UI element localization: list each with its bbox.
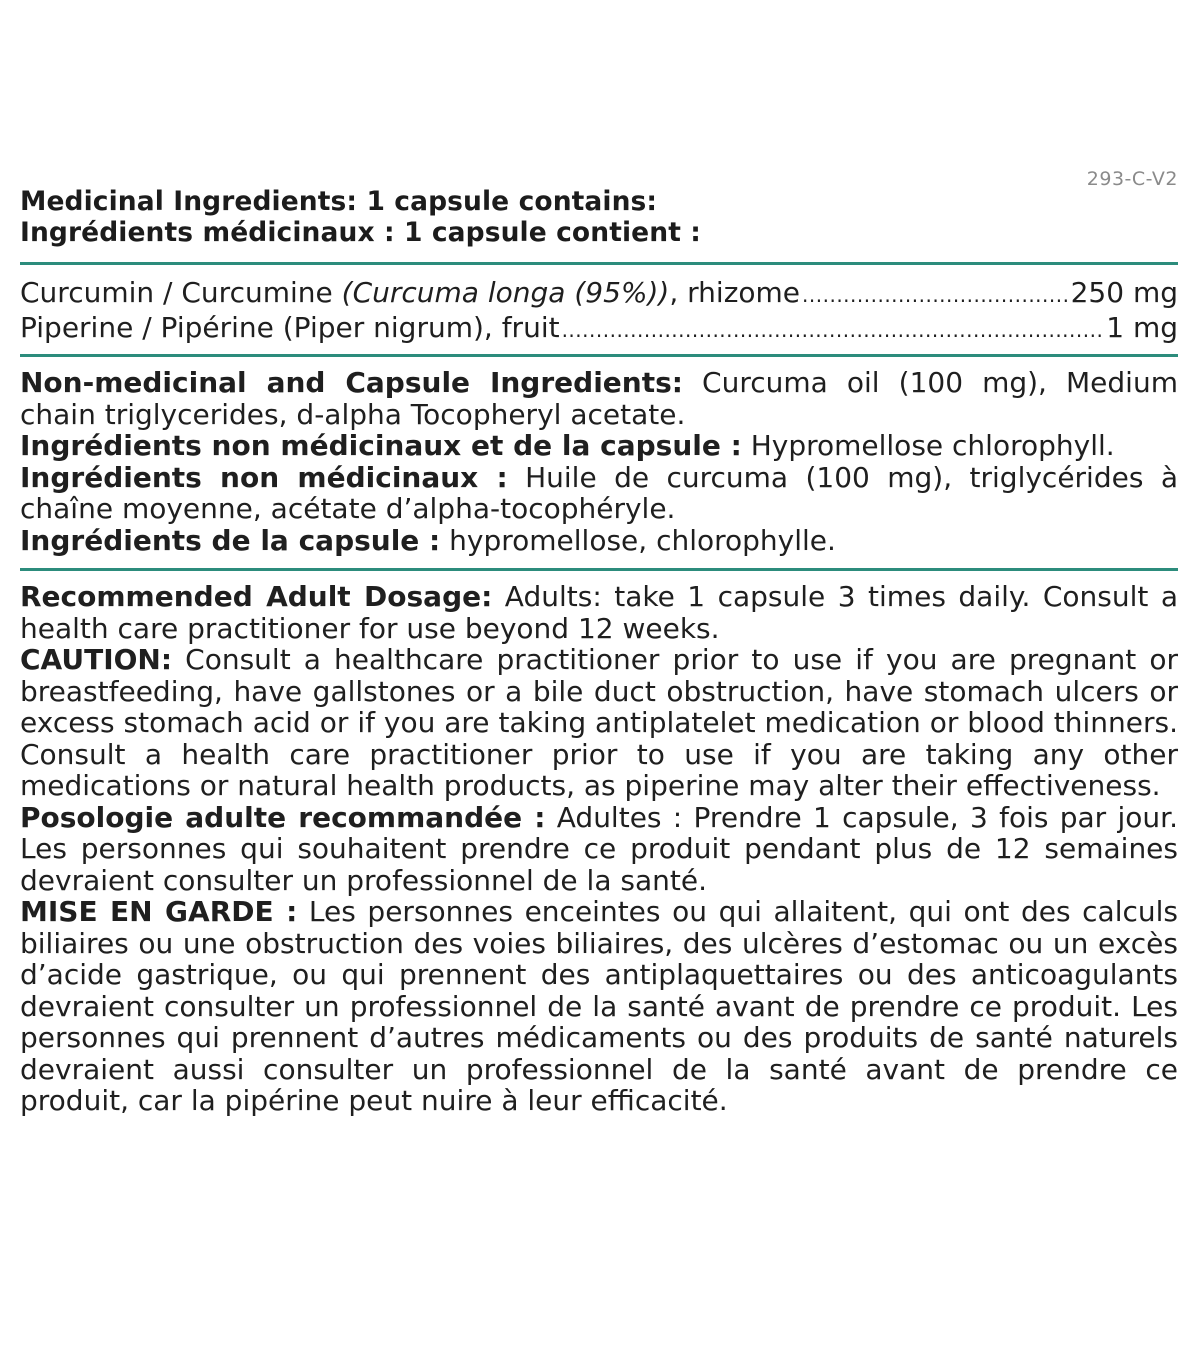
non-medicinal-fr: Ingrédients non médicinaux : Huile de curcuma (100 mg), triglycérides à chaîne moyenne, acétate d’alpha-tocophéryle. bbox=[20, 460, 1178, 525]
medicinal-heading-fr: Ingrédients médicinaux : 1 capsule contient : bbox=[20, 217, 701, 248]
ingredient-name: Curcumin / Curcumine (Curcuma longa (95%)), rhizome bbox=[20, 276, 801, 309]
dosage-fr: Posologie adulte recommandée : Adultes : Prendre 1 capsule, 3 fois par jour. Les personnes qui souhaitent prendre ce produit pendant plus de 12 semaines devraient consulter un professionnel de la santé. bbox=[20, 800, 1178, 897]
capsule-ingredients-fr: Ingrédients de la capsule : hypromellose, chlorophylle. bbox=[20, 523, 836, 557]
caution-en: CAUTION: Consult a healthcare practitioner prior to use if you are pregnant or breastfeeding, have gallstones or a bile duct obstruction, have stomach ulcers or excess stomach acid or if you are taking antiplatelet medication or blood thinners. Consult a health care practitioner prior to use if you are taking any other medications or natural health products, as piperine may alter their effectiveness. bbox=[20, 643, 1178, 802]
divider-rule bbox=[20, 568, 1178, 571]
divider-rule bbox=[20, 262, 1178, 265]
dot-leader bbox=[802, 280, 1069, 312]
ingredient-list bbox=[20, 277, 1178, 346]
non-medicinal-en: Non-medicinal and Capsule Ingredients: Curcuma oil (100 mg), Medium chain triglycerides, d-alpha Tocopheryl acetate. bbox=[20, 366, 1178, 431]
dosage-en: Recommended Adult Dosage: Adults: take 1 capsule 3 times daily. Consult a health care practitioner for use beyond 12 weeks. bbox=[20, 580, 1179, 645]
document-code: 293-C-V2 bbox=[1086, 168, 1178, 190]
ingredient-row-piperine bbox=[20, 312, 1178, 347]
ingredient-name: Piperine / Pipérine (Piper nigrum), fruit bbox=[20, 310, 560, 344]
supplement-facts-label bbox=[20, 168, 1178, 1117]
ingredient-amount: 1 mg bbox=[1106, 310, 1178, 344]
ingredient-row-curcumin bbox=[20, 277, 1178, 312]
medicinal-heading-en: Medicinal Ingredients: 1 capsule contains: bbox=[20, 186, 658, 217]
caution-fr: MISE EN GARDE : Les personnes enceintes ou qui allaitent, qui ont des calculs biliaires ou une obstruction des voies biliaires, des ulcères d’estomac ou un excès d’acide gastrique, ou qui prennent des antiplaquettaires ou des anticoagulants devraient consulter un professionnel de la santé avant de prendre ce produit. Les personnes qui prennent d’autres médicaments ou des produits de santé naturels devraient aussi consulter un professionnel de la santé avant de prendre ce produit, car la pipérine peut nuire à leur efficacité. bbox=[20, 895, 1178, 1117]
dot-leader bbox=[562, 315, 1105, 347]
non-medicinal-capsule-fr: Ingrédients non médicinaux et de la capsule : Hypromellose chlorophyll. bbox=[20, 429, 1115, 462]
ingredient-amount: 250 mg bbox=[1070, 276, 1178, 309]
divider-rule bbox=[20, 354, 1178, 357]
dosage-section bbox=[20, 581, 1178, 1117]
non-medicinal-section bbox=[20, 367, 1178, 556]
